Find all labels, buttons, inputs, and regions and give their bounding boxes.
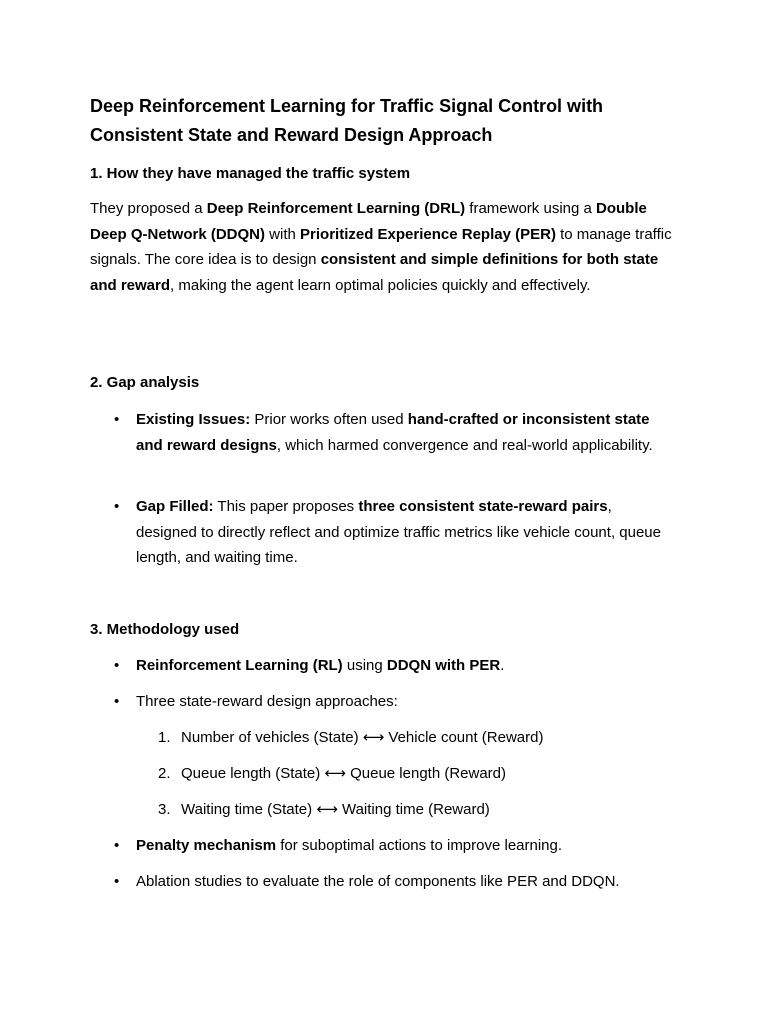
bold-run: three consistent state-reward pairs xyxy=(358,498,608,515)
bold-run: Penalty mechanism xyxy=(136,837,277,854)
bullet-dot: • xyxy=(114,411,120,428)
bold-run: Double Deep Q-Network (DDQN) xyxy=(90,200,647,243)
bullet-dot: • xyxy=(114,693,120,710)
numbered-item-3 xyxy=(158,797,678,823)
text-run: Prior works often used xyxy=(250,411,408,428)
bullet-existing-issues xyxy=(114,407,676,458)
numbered-item-1 xyxy=(158,725,678,751)
bullet-dot: • xyxy=(114,498,120,515)
bullet-label: Gap Filled: xyxy=(136,498,214,515)
document-title: Deep Reinforcement Learning for Traffic Signal Control with Consistent State and Reward Design Approach xyxy=(90,96,604,145)
item-number: 3. xyxy=(158,801,171,818)
item-number: 2. xyxy=(158,765,171,782)
item-text: Queue length (State) ⟷ Queue length (Reward) xyxy=(181,765,507,782)
text-run: Ablation studies to evaluate the role of components like PER and DDQN. xyxy=(136,873,620,890)
section-2-heading: 2. Gap analysis xyxy=(90,374,200,391)
text-run: with xyxy=(265,225,301,243)
item-text: Number of vehicles (State) ⟷ Vehicle count (Reward) xyxy=(181,729,544,746)
bullet-design-approaches xyxy=(114,689,676,715)
bullet-dot: • xyxy=(114,657,120,674)
text-run: . xyxy=(500,657,505,674)
text-run: Three state-reward design approaches: xyxy=(136,693,398,710)
text-run: , designed to directly reflect and optimize traffic metrics like vehicle count, queue length, and waiting time. xyxy=(136,498,661,566)
numbered-item-2 xyxy=(158,761,678,787)
item-text: Waiting time (State) ⟷ Waiting time (Reward) xyxy=(181,801,490,818)
section-1-heading: 1. How they have managed the traffic system xyxy=(90,165,411,182)
bullet-dot: • xyxy=(114,873,120,890)
bold-run: Prioritized Experience Replay (PER) xyxy=(300,225,556,243)
bullet-gap-filled xyxy=(114,494,676,571)
text-run: , making the agent learn optimal policies quickly and effectively. xyxy=(170,276,591,294)
bold-run: consistent and simple definitions for both state and reward xyxy=(90,251,659,294)
text-run: for suboptimal actions to improve learning. xyxy=(276,837,563,854)
text-run: , which harmed convergence and real-world applicability. xyxy=(276,436,653,454)
text-run: This paper proposes xyxy=(213,498,359,515)
bullet-label: Existing Issues: xyxy=(136,411,251,428)
bullet-ablation-studies xyxy=(114,869,676,895)
bold-run: hand-crafted or inconsistent state and reward designs xyxy=(136,411,650,454)
text-run: to manage traffic signals. The core idea is to design xyxy=(90,225,672,268)
item-number: 1. xyxy=(158,729,171,746)
bullet-dot: • xyxy=(114,837,120,854)
text-run: framework using a xyxy=(465,200,597,217)
section-3-heading: 3. Methodology used xyxy=(90,621,240,638)
text-run: They proposed a xyxy=(90,200,207,217)
section-1-paragraph xyxy=(90,196,680,298)
bold-run: Reinforcement Learning (RL) xyxy=(136,657,343,674)
bold-run: DDQN with PER xyxy=(386,657,501,674)
bold-run: Deep Reinforcement Learning (DRL) xyxy=(206,200,466,217)
bullet-penalty-mechanism xyxy=(114,833,676,859)
bullet-reinforcement-learning xyxy=(114,653,676,679)
text-run: using xyxy=(342,657,387,674)
